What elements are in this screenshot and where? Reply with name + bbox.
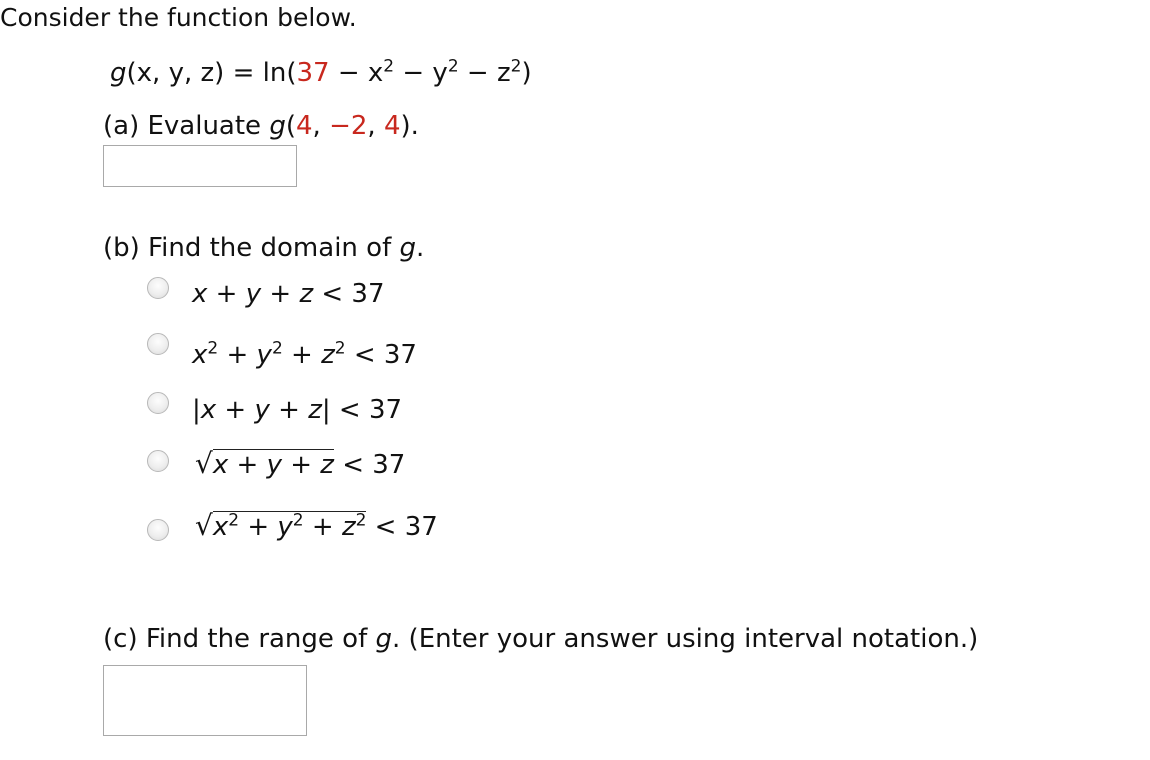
- part-a-arg-y: −2: [329, 111, 368, 141]
- domain-option-2-radio[interactable]: [147, 333, 169, 355]
- part-c-question: [103, 626, 978, 652]
- ln-close: ): [521, 58, 532, 88]
- intro-text: Consider the function below.: [0, 3, 357, 32]
- part-a-arg-x: 4: [296, 111, 313, 141]
- domain-option-4-label: √x + y + z < 37: [195, 447, 406, 480]
- part-b-question: (b) Find the domain of g.: [103, 233, 425, 263]
- part-c-fn: g: [375, 624, 393, 654]
- function-name: g: [110, 58, 127, 88]
- minus-x: − x: [329, 58, 384, 88]
- domain-option-1-radio[interactable]: [147, 277, 169, 299]
- domain-option-2-label: $x^2 + y^2 + z^2 < 37$: [192, 338, 417, 370]
- part-c-answer-input[interactable]: [103, 665, 307, 736]
- part-c-instructions: . (Enter your answer using interval notation.): [392, 624, 979, 654]
- part-a-arg-z: 4: [383, 111, 401, 141]
- minus-z: − z: [458, 58, 511, 88]
- ln-open: ln(: [262, 58, 297, 88]
- part-a-answer-input[interactable]: [103, 145, 297, 187]
- part-a-fn: g: [269, 111, 286, 141]
- domain-option-3-label: |x + y + z| < 37: [192, 395, 403, 425]
- domain-option-5-label: $√x^2 + y^2 + z^2 < 37$: [195, 509, 438, 542]
- minus-y: − y: [394, 58, 448, 88]
- function-definition: g(x, y, $z) = \ln(37 - x^2 - y^2 - z^2)$: [110, 56, 532, 88]
- part-a-question: (a) Evaluate g(4, −2, 4).: [103, 111, 419, 141]
- domain-option-3-radio[interactable]: [147, 392, 169, 414]
- domain-option-1-label: x + y + z < 37: [192, 279, 385, 309]
- domain-option-4-radio[interactable]: [147, 450, 169, 472]
- part-b-label: (b) Find the domain of: [103, 233, 400, 263]
- function-args: (x, y, z): [126, 58, 225, 88]
- equals-sign: =: [232, 58, 255, 88]
- domain-option-5-radio[interactable]: [147, 519, 169, 541]
- part-a-label: (a) Evaluate: [103, 111, 270, 141]
- part-c-label: (c) Find the range of: [103, 624, 376, 654]
- function-constant: 37: [296, 58, 330, 88]
- part-b-fn: g: [399, 233, 417, 263]
